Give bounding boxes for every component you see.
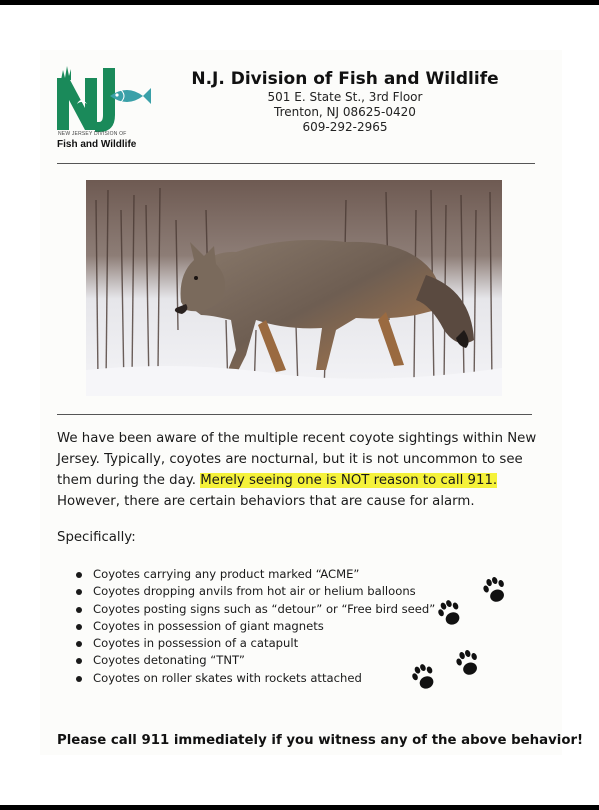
behavior-list [76, 566, 435, 687]
highlighted-warning: Merely seeing one is NOT reason to call 911. [200, 473, 498, 488]
list-item: Coyotes carrying any product marked “ACME” [76, 566, 435, 583]
address-line-1: 501 E. State St., 3rd Floor [267, 90, 423, 104]
logo-name: Fish and Wildlife [57, 139, 137, 150]
bullet-icon [76, 641, 82, 647]
list-item: Coyotes in possession of giant magnets [76, 618, 435, 635]
logo-subtitle: NEW JERSEY DIVISION OF [58, 131, 127, 137]
paw-prints-icon [400, 565, 530, 700]
coyote-in-snow-photo [86, 180, 502, 396]
bullet-icon [76, 607, 82, 613]
intro-text-part-1: We have been aware of the multiple recent coyote sightings within New Jersey. Typically, coyotes are nocturnal, but it is not uncommon to see them during the day. [57, 431, 537, 488]
bullet-icon [76, 589, 82, 595]
intro-text-part-2: However, there are certain behaviors that are cause for alarm. [57, 494, 475, 509]
bullet-icon [76, 572, 82, 578]
list-item: Coyotes detonating “TNT” [76, 652, 435, 669]
bottom-border [0, 805, 599, 810]
list-item: Coyotes on roller skates with rockets attached [76, 670, 435, 687]
list-item: Coyotes in possession of a catapult [76, 635, 435, 652]
bullet-icon [76, 624, 82, 630]
bullet-icon [76, 676, 82, 682]
phone-number: 609-292-2965 [302, 120, 388, 134]
photo-divider [57, 414, 532, 415]
intro-paragraph [57, 428, 552, 512]
call-to-action: Please call 911 immediately if you witness any of the above behavior! [57, 733, 584, 748]
list-item: Coyotes posting signs such as “detour” or “Free bird seed” [76, 601, 435, 618]
bullet-icon [76, 658, 82, 664]
list-item: Coyotes dropping anvils from hot air or helium balloons [76, 583, 435, 600]
organization-name: N.J. Division of Fish and Wildlife [191, 69, 499, 89]
address-line-2: Trenton, NJ 08625-0420 [274, 105, 416, 119]
organization-header [155, 68, 535, 135]
header-divider [57, 163, 535, 164]
top-border [0, 0, 599, 5]
specifically-label: Specifically: [57, 530, 136, 545]
